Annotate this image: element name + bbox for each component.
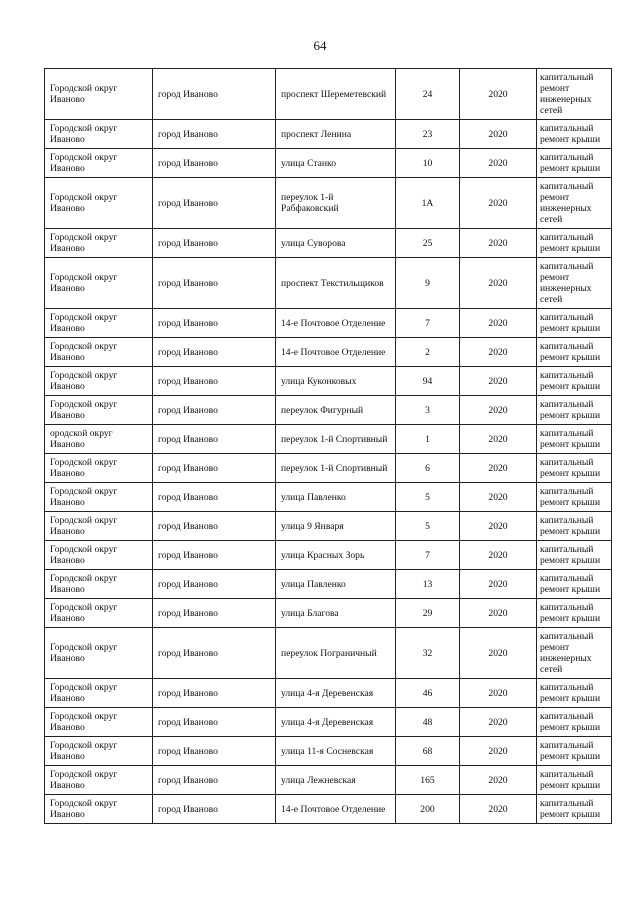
- work-type-cell: капитальный ремонт крыши: [537, 149, 612, 178]
- work-type-cell: капитальный ремонт инженерных сетей: [537, 178, 612, 229]
- house-number-cell: 6: [396, 454, 460, 483]
- district-cell: Городской округ Иваново: [45, 454, 153, 483]
- district-cell: Городской округ Иваново: [45, 149, 153, 178]
- table-row: [45, 512, 612, 541]
- street-cell: переулок 1-й Рабфаковский: [276, 178, 396, 229]
- district-cell: Городской округ Иваново: [45, 708, 153, 737]
- housing-repair-table: [44, 68, 612, 824]
- table-row: [45, 795, 612, 824]
- work-type-cell: капитальный ремонт крыши: [537, 229, 612, 258]
- street-cell: улица Павленко: [276, 483, 396, 512]
- district-cell: Городской округ Иваново: [45, 679, 153, 708]
- city-cell: город Иваново: [153, 795, 276, 824]
- table-row: [45, 737, 612, 766]
- table-row: [45, 483, 612, 512]
- table-row: [45, 258, 612, 309]
- work-type-cell: капитальный ремонт крыши: [537, 679, 612, 708]
- city-cell: город Иваново: [153, 258, 276, 309]
- table-row: [45, 120, 612, 149]
- city-cell: город Иваново: [153, 309, 276, 338]
- year-cell: 2020: [460, 309, 537, 338]
- house-number-cell: 1А: [396, 178, 460, 229]
- city-cell: город Иваново: [153, 178, 276, 229]
- city-cell: город Иваново: [153, 229, 276, 258]
- district-cell: Городской округ Иваново: [45, 69, 153, 120]
- street-cell: проспект Ленина: [276, 120, 396, 149]
- house-number-cell: 13: [396, 570, 460, 599]
- district-cell: Городской округ Иваново: [45, 178, 153, 229]
- work-type-cell: капитальный ремонт крыши: [537, 570, 612, 599]
- year-cell: 2020: [460, 178, 537, 229]
- work-type-cell: капитальный ремонт крыши: [537, 367, 612, 396]
- year-cell: 2020: [460, 483, 537, 512]
- table-row: [45, 628, 612, 679]
- year-cell: 2020: [460, 570, 537, 599]
- house-number-cell: 29: [396, 599, 460, 628]
- house-number-cell: 3: [396, 396, 460, 425]
- table-row: [45, 425, 612, 454]
- district-cell: ородской округ Иваново: [45, 425, 153, 454]
- work-type-cell: капитальный ремонт крыши: [537, 483, 612, 512]
- street-cell: улица 9 Января: [276, 512, 396, 541]
- year-cell: 2020: [460, 679, 537, 708]
- district-cell: Городской округ Иваново: [45, 512, 153, 541]
- year-cell: 2020: [460, 708, 537, 737]
- year-cell: 2020: [460, 454, 537, 483]
- year-cell: 2020: [460, 367, 537, 396]
- street-cell: переулок 1-й Спортивный: [276, 454, 396, 483]
- district-cell: Городской округ Иваново: [45, 229, 153, 258]
- work-type-cell: капитальный ремонт инженерных сетей: [537, 628, 612, 679]
- work-type-cell: капитальный ремонт крыши: [537, 425, 612, 454]
- city-cell: город Иваново: [153, 483, 276, 512]
- work-type-cell: капитальный ремонт крыши: [537, 599, 612, 628]
- work-type-cell: капитальный ремонт крыши: [537, 541, 612, 570]
- city-cell: город Иваново: [153, 120, 276, 149]
- street-cell: улица Красных Зорь: [276, 541, 396, 570]
- year-cell: 2020: [460, 396, 537, 425]
- district-cell: Городской округ Иваново: [45, 120, 153, 149]
- house-number-cell: 2: [396, 338, 460, 367]
- year-cell: 2020: [460, 766, 537, 795]
- district-cell: Городской округ Иваново: [45, 483, 153, 512]
- table-row: [45, 396, 612, 425]
- district-cell: Городской округ Иваново: [45, 367, 153, 396]
- year-cell: 2020: [460, 512, 537, 541]
- street-cell: переулок Пограничный: [276, 628, 396, 679]
- year-cell: 2020: [460, 599, 537, 628]
- street-cell: улица Суворова: [276, 229, 396, 258]
- city-cell: город Иваново: [153, 454, 276, 483]
- table-row: [45, 178, 612, 229]
- street-cell: улица Благова: [276, 599, 396, 628]
- table-row: [45, 679, 612, 708]
- work-type-cell: капитальный ремонт крыши: [537, 396, 612, 425]
- district-cell: Городской округ Иваново: [45, 737, 153, 766]
- street-cell: переулок 1-й Спортивный: [276, 425, 396, 454]
- city-cell: город Иваново: [153, 737, 276, 766]
- street-cell: улица Лежневская: [276, 766, 396, 795]
- house-number-cell: 7: [396, 541, 460, 570]
- district-cell: Городской округ Иваново: [45, 309, 153, 338]
- work-type-cell: капитальный ремонт инженерных сетей: [537, 69, 612, 120]
- table-row: [45, 766, 612, 795]
- year-cell: 2020: [460, 229, 537, 258]
- house-number-cell: 46: [396, 679, 460, 708]
- year-cell: 2020: [460, 425, 537, 454]
- district-cell: Городской округ Иваново: [45, 541, 153, 570]
- street-cell: проспект Текстильщиков: [276, 258, 396, 309]
- district-cell: Городской округ Иваново: [45, 599, 153, 628]
- district-cell: Городской округ Иваново: [45, 628, 153, 679]
- street-cell: улица Павленко: [276, 570, 396, 599]
- city-cell: город Иваново: [153, 570, 276, 599]
- house-number-cell: 68: [396, 737, 460, 766]
- table-row: [45, 599, 612, 628]
- year-cell: 2020: [460, 69, 537, 120]
- house-number-cell: 5: [396, 512, 460, 541]
- house-number-cell: 48: [396, 708, 460, 737]
- city-cell: город Иваново: [153, 541, 276, 570]
- table-row: [45, 454, 612, 483]
- house-number-cell: 24: [396, 69, 460, 120]
- work-type-cell: капитальный ремонт инженерных сетей: [537, 258, 612, 309]
- year-cell: 2020: [460, 541, 537, 570]
- street-cell: улица Куконковых: [276, 367, 396, 396]
- house-number-cell: 1: [396, 425, 460, 454]
- page-number: 64: [313, 38, 327, 53]
- street-cell: улица 4-я Деревенская: [276, 708, 396, 737]
- house-number-cell: 10: [396, 149, 460, 178]
- city-cell: город Иваново: [153, 367, 276, 396]
- street-cell: улица Станко: [276, 149, 396, 178]
- city-cell: город Иваново: [153, 679, 276, 708]
- table-row: [45, 338, 612, 367]
- street-cell: проспект Шереметевский: [276, 69, 396, 120]
- city-cell: город Иваново: [153, 628, 276, 679]
- work-type-cell: капитальный ремонт крыши: [537, 766, 612, 795]
- city-cell: город Иваново: [153, 396, 276, 425]
- city-cell: город Иваново: [153, 425, 276, 454]
- street-cell: 14-е Почтовое Отделение: [276, 338, 396, 367]
- table-row: [45, 367, 612, 396]
- table-row: [45, 69, 612, 120]
- district-cell: Городской округ Иваново: [45, 338, 153, 367]
- street-cell: переулок Фигурный: [276, 396, 396, 425]
- year-cell: 2020: [460, 628, 537, 679]
- work-type-cell: капитальный ремонт крыши: [537, 737, 612, 766]
- table-row: [45, 708, 612, 737]
- house-number-cell: 25: [396, 229, 460, 258]
- work-type-cell: капитальный ремонт крыши: [537, 309, 612, 338]
- year-cell: 2020: [460, 338, 537, 367]
- table-row: [45, 229, 612, 258]
- house-number-cell: 94: [396, 367, 460, 396]
- house-number-cell: 200: [396, 795, 460, 824]
- table-body: [45, 69, 612, 824]
- city-cell: город Иваново: [153, 512, 276, 541]
- district-cell: Городской округ Иваново: [45, 258, 153, 309]
- district-cell: Городской округ Иваново: [45, 795, 153, 824]
- city-cell: город Иваново: [153, 766, 276, 795]
- year-cell: 2020: [460, 737, 537, 766]
- year-cell: 2020: [460, 258, 537, 309]
- district-cell: Городской округ Иваново: [45, 570, 153, 599]
- year-cell: 2020: [460, 149, 537, 178]
- table-row: [45, 541, 612, 570]
- city-cell: город Иваново: [153, 69, 276, 120]
- house-number-cell: 165: [396, 766, 460, 795]
- street-cell: 14-е Почтовое Отделение: [276, 795, 396, 824]
- work-type-cell: капитальный ремонт крыши: [537, 338, 612, 367]
- street-cell: улица 11-я Сосневская: [276, 737, 396, 766]
- house-number-cell: 23: [396, 120, 460, 149]
- work-type-cell: капитальный ремонт крыши: [537, 120, 612, 149]
- work-type-cell: капитальный ремонт крыши: [537, 454, 612, 483]
- city-cell: город Иваново: [153, 599, 276, 628]
- work-type-cell: капитальный ремонт крыши: [537, 708, 612, 737]
- street-cell: 14-е Почтовое Отделение: [276, 309, 396, 338]
- city-cell: город Иваново: [153, 338, 276, 367]
- house-number-cell: 7: [396, 309, 460, 338]
- district-cell: Городской округ Иваново: [45, 766, 153, 795]
- year-cell: 2020: [460, 120, 537, 149]
- house-number-cell: 5: [396, 483, 460, 512]
- district-cell: Городской округ Иваново: [45, 396, 153, 425]
- city-cell: город Иваново: [153, 149, 276, 178]
- work-type-cell: капитальный ремонт крыши: [537, 512, 612, 541]
- house-number-cell: 9: [396, 258, 460, 309]
- year-cell: 2020: [460, 795, 537, 824]
- table-row: [45, 149, 612, 178]
- street-cell: улица 4-я Деревенская: [276, 679, 396, 708]
- city-cell: город Иваново: [153, 708, 276, 737]
- house-number-cell: 32: [396, 628, 460, 679]
- work-type-cell: капитальный ремонт крыши: [537, 795, 612, 824]
- table-row: [45, 570, 612, 599]
- table-row: [45, 309, 612, 338]
